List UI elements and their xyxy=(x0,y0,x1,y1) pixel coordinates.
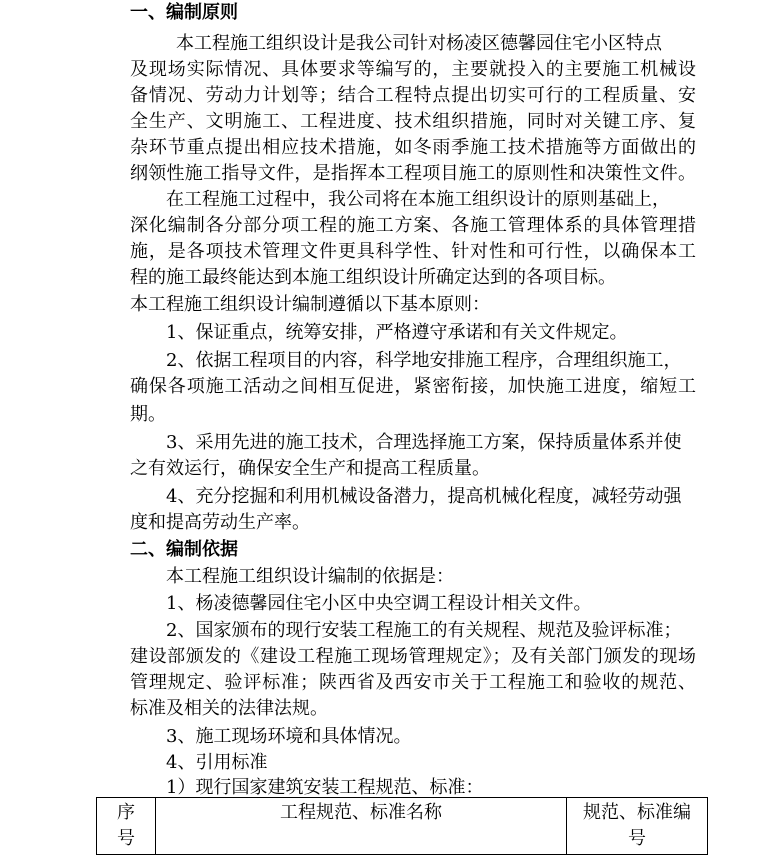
section-heading: 一、编制原则 xyxy=(130,2,238,23)
list-item: 4、引用标准 xyxy=(166,752,268,773)
list-item: 1、杨凌德馨园住宅小区中央空调工程设计相关文件。 xyxy=(166,593,592,614)
list-item: 1）现行国家建筑安装工程规范、标准： xyxy=(166,777,484,798)
table-header-cell-index xyxy=(97,798,156,855)
paragraph-line: 深化编制各分部分项工程的施工方案、各施工管理体系的具体管理措 xyxy=(130,215,696,236)
list-item: 1、保证重点，统筹安排，严格遵守承诺和有关文件规定。 xyxy=(166,322,628,343)
list-item: 标准及相关的法律法规。 xyxy=(130,698,328,719)
list-item: 3、施工现场环境和具体情况。 xyxy=(166,726,412,747)
table-header-cell-name xyxy=(156,798,567,855)
paragraph-line: 备情况、劳动力计划等；结合工程特点提出切实可行的工程质量、安 xyxy=(130,85,696,106)
paragraph-line: 及现场实际情况、具体要求等编写的，主要就投入的主要施工机械设 xyxy=(130,59,696,80)
list-item: 之有效运行，确保安全生产和提高工程质量。 xyxy=(130,458,490,479)
list-item: 期。 xyxy=(130,404,166,425)
list-item: 管理规定、验评标准；陕西省及西安市关于工程施工和验收的规范、 xyxy=(130,672,696,693)
table-header-row xyxy=(97,798,708,855)
paragraph-line: 本工程施工组织设计是我公司针对杨凌区德馨园住宅小区特点 xyxy=(176,33,662,54)
list-item: 确保各项施工活动之间相互促进，紧密衔接，加快施工进度，缩短工 xyxy=(130,376,696,397)
paragraph-line: 在工程施工过程中，我公司将在本施工组织设计的原则基础上， xyxy=(166,189,670,210)
list-item: 2、国家颁布的现行安装工程施工的有关规程、规范及验评标准； xyxy=(166,620,682,641)
table-header-cell-code xyxy=(567,798,708,855)
paragraph-line: 本工程施工组织设计编制的依据是： xyxy=(166,566,454,587)
table-header-text: 规范、标准编 xyxy=(583,802,691,823)
paragraph-line: 纲领性施工指导文件，是指挥本工程项目施工的原则性和决策性文件。 xyxy=(130,163,696,184)
list-item: 度和提高劳动生产率。 xyxy=(130,512,310,533)
paragraph-line: 全生产、文明施工、工程进度、技术组织措施，同时对关键工序、复 xyxy=(130,111,696,132)
list-item: 2、依据工程项目的内容，科学地安排施工程序，合理组织施工， xyxy=(166,350,682,371)
paragraph-line: 本工程施工组织设计编制遵循以下基本原则： xyxy=(130,294,490,315)
standards-table xyxy=(96,797,708,855)
table-header-text: 工程规范、标准名称 xyxy=(280,802,442,823)
list-item: 4、充分挖掘和利用机械设备潜力，提高机械化程度，减轻劳动强 xyxy=(166,486,682,507)
table-header-text: 号 xyxy=(628,828,646,849)
paragraph-line: 杂环节重点提出相应技术措施，如冬雨季施工技术措施等方面做出的 xyxy=(130,137,696,158)
list-item: 3、采用先进的施工技术，合理选择施工方案，保持质量体系并使 xyxy=(166,432,682,453)
section-heading: 二、编制依据 xyxy=(130,539,238,560)
list-item: 建设部颁发的《建设工程施工现场管理规定》；及有关部门颁发的现场 xyxy=(130,646,696,667)
paragraph-line: 施，是各项技术管理文件更具科学性、针对性和可行性，以确保本工 xyxy=(130,241,696,262)
table-header-text: 序 xyxy=(117,802,135,823)
paragraph-line: 程的施工最终能达到本施工组织设计所确定达到的各项目标。 xyxy=(130,267,616,288)
table-header-text: 号 xyxy=(117,828,135,849)
